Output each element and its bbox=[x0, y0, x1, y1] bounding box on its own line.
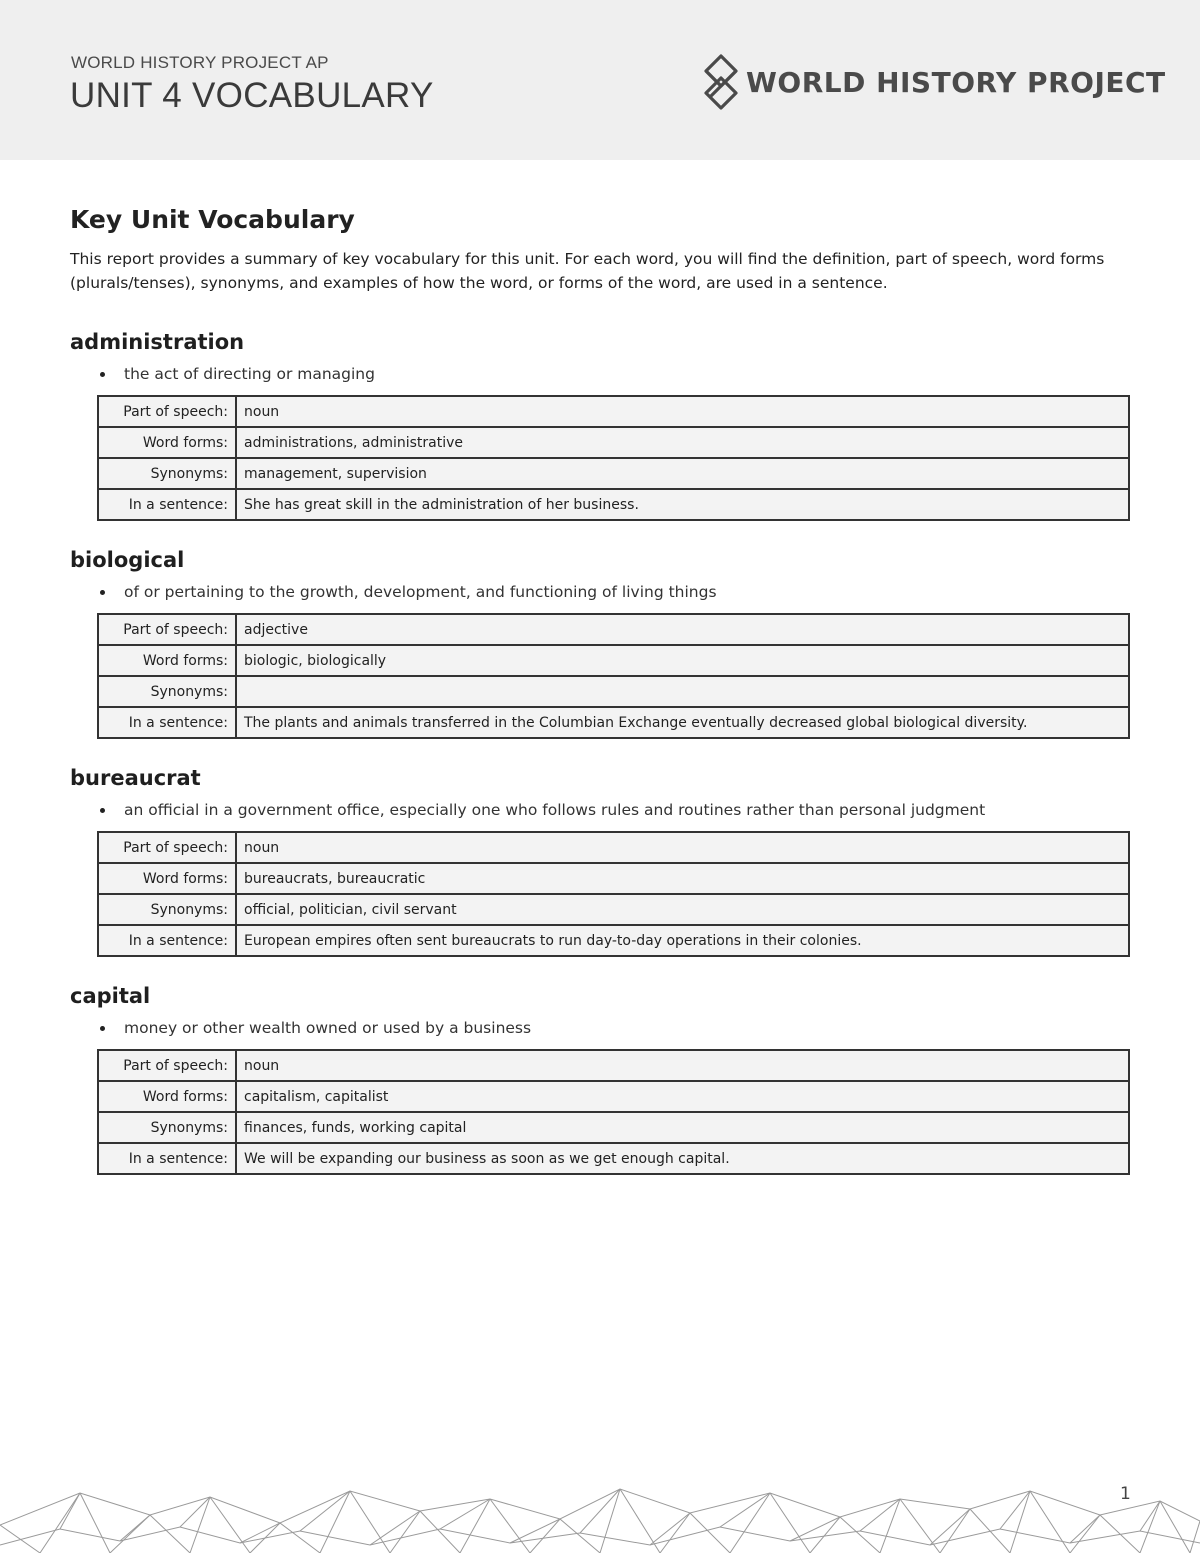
sentence-value: The plants and animals transferred in the Columbian Exchange eventually decreased global biological diversity. bbox=[236, 707, 1129, 738]
vocab-table bbox=[97, 395, 1130, 521]
definition-text: the act of directing or managing bbox=[124, 365, 375, 383]
table-row bbox=[98, 707, 1129, 738]
word-forms-value: biologic, biologically bbox=[236, 645, 1129, 676]
vocab-table bbox=[97, 831, 1130, 957]
main-content bbox=[70, 205, 1130, 1201]
word-forms-value: capitalism, capitalist bbox=[236, 1081, 1129, 1112]
table-row bbox=[98, 489, 1129, 520]
vocab-entry bbox=[70, 547, 1130, 739]
bullet-icon bbox=[100, 590, 105, 595]
vocab-definition bbox=[70, 582, 1130, 602]
synonyms-value: management, supervision bbox=[236, 458, 1129, 489]
synonyms-label: Synonyms: bbox=[98, 458, 236, 489]
definition-text: money or other wealth owned or used by a business bbox=[124, 1019, 532, 1037]
bullet-icon bbox=[100, 808, 105, 813]
logo-wordmark: WORLD HISTORY PROJECT bbox=[746, 65, 1166, 99]
table-row bbox=[98, 1112, 1129, 1143]
table-row bbox=[98, 925, 1129, 956]
table-row bbox=[98, 458, 1129, 489]
part-of-speech-label: Part of speech: bbox=[98, 614, 236, 645]
word-forms-label: Word forms: bbox=[98, 427, 236, 458]
definition-text: an official in a government office, especially one who follows rules and routines rather than personal judgment bbox=[124, 801, 986, 819]
synonyms-value bbox=[236, 676, 1129, 707]
part-of-speech-value: noun bbox=[236, 1050, 1129, 1081]
vocab-word: biological bbox=[70, 548, 185, 572]
vocab-definition bbox=[70, 364, 1130, 384]
definition-text: of or pertaining to the growth, development, and functioning of living things bbox=[124, 583, 717, 601]
vocab-table bbox=[97, 1049, 1130, 1175]
diamond-knot-icon bbox=[700, 53, 742, 111]
vocab-word: bureaucrat bbox=[70, 766, 201, 790]
vocab-entry bbox=[70, 765, 1130, 957]
world-history-project-logo bbox=[700, 53, 1166, 111]
vocab-definition bbox=[70, 1018, 1130, 1038]
sentence-value: We will be expanding our business as soon as we get enough capital. bbox=[236, 1143, 1129, 1174]
word-forms-value: bureaucrats, bureaucratic bbox=[236, 863, 1129, 894]
part-of-speech-value: noun bbox=[236, 396, 1129, 427]
synonyms-label: Synonyms: bbox=[98, 1112, 236, 1143]
header-kicker: WORLD HISTORY PROJECT AP bbox=[71, 53, 329, 72]
synonyms-value: finances, funds, working capital bbox=[236, 1112, 1129, 1143]
page-header bbox=[0, 0, 1200, 160]
bullet-icon bbox=[100, 1026, 105, 1031]
part-of-speech-label: Part of speech: bbox=[98, 396, 236, 427]
table-row bbox=[98, 1050, 1129, 1081]
vocab-entry bbox=[70, 983, 1130, 1175]
section-intro: This report provides a summary of key vocabulary for this unit. For each word, you will find the definition, part of speech, word forms (plurals/tenses), synonyms, and examples of how the word, or forms of the word, are used in a sentence. bbox=[70, 250, 1105, 292]
page-number: 1 bbox=[1120, 1484, 1131, 1504]
part-of-speech-value: adjective bbox=[236, 614, 1129, 645]
part-of-speech-value: noun bbox=[236, 832, 1129, 863]
vocab-word: administration bbox=[70, 330, 245, 354]
table-row bbox=[98, 1143, 1129, 1174]
vocab-entry bbox=[70, 329, 1130, 521]
table-row bbox=[98, 1081, 1129, 1112]
bullet-icon bbox=[100, 372, 105, 377]
word-forms-label: Word forms: bbox=[98, 1081, 236, 1112]
vocab-definition bbox=[70, 800, 1130, 820]
table-row bbox=[98, 614, 1129, 645]
part-of-speech-label: Part of speech: bbox=[98, 1050, 236, 1081]
table-row bbox=[98, 676, 1129, 707]
word-forms-label: Word forms: bbox=[98, 863, 236, 894]
sentence-label: In a sentence: bbox=[98, 1143, 236, 1174]
word-forms-label: Word forms: bbox=[98, 645, 236, 676]
synonyms-label: Synonyms: bbox=[98, 894, 236, 925]
sentence-value: She has great skill in the administration of her business. bbox=[236, 489, 1129, 520]
sentence-value: European empires often sent bureaucrats to run day-to-day operations in their colonies. bbox=[236, 925, 1129, 956]
part-of-speech-label: Part of speech: bbox=[98, 832, 236, 863]
document-title: UNIT 4 VOCABULARY bbox=[70, 76, 434, 115]
sentence-label: In a sentence: bbox=[98, 489, 236, 520]
table-row bbox=[98, 863, 1129, 894]
table-row bbox=[98, 832, 1129, 863]
section-title: Key Unit Vocabulary bbox=[70, 205, 355, 234]
word-forms-value: administrations, administrative bbox=[236, 427, 1129, 458]
polygon-mesh-decoration bbox=[0, 1485, 1200, 1553]
sentence-label: In a sentence: bbox=[98, 925, 236, 956]
vocab-table bbox=[97, 613, 1130, 739]
sentence-label: In a sentence: bbox=[98, 707, 236, 738]
table-row bbox=[98, 396, 1129, 427]
table-row bbox=[98, 645, 1129, 676]
synonyms-value: official, politician, civil servant bbox=[236, 894, 1129, 925]
table-row bbox=[98, 894, 1129, 925]
synonyms-label: Synonyms: bbox=[98, 676, 236, 707]
table-row bbox=[98, 427, 1129, 458]
vocab-word: capital bbox=[70, 984, 151, 1008]
